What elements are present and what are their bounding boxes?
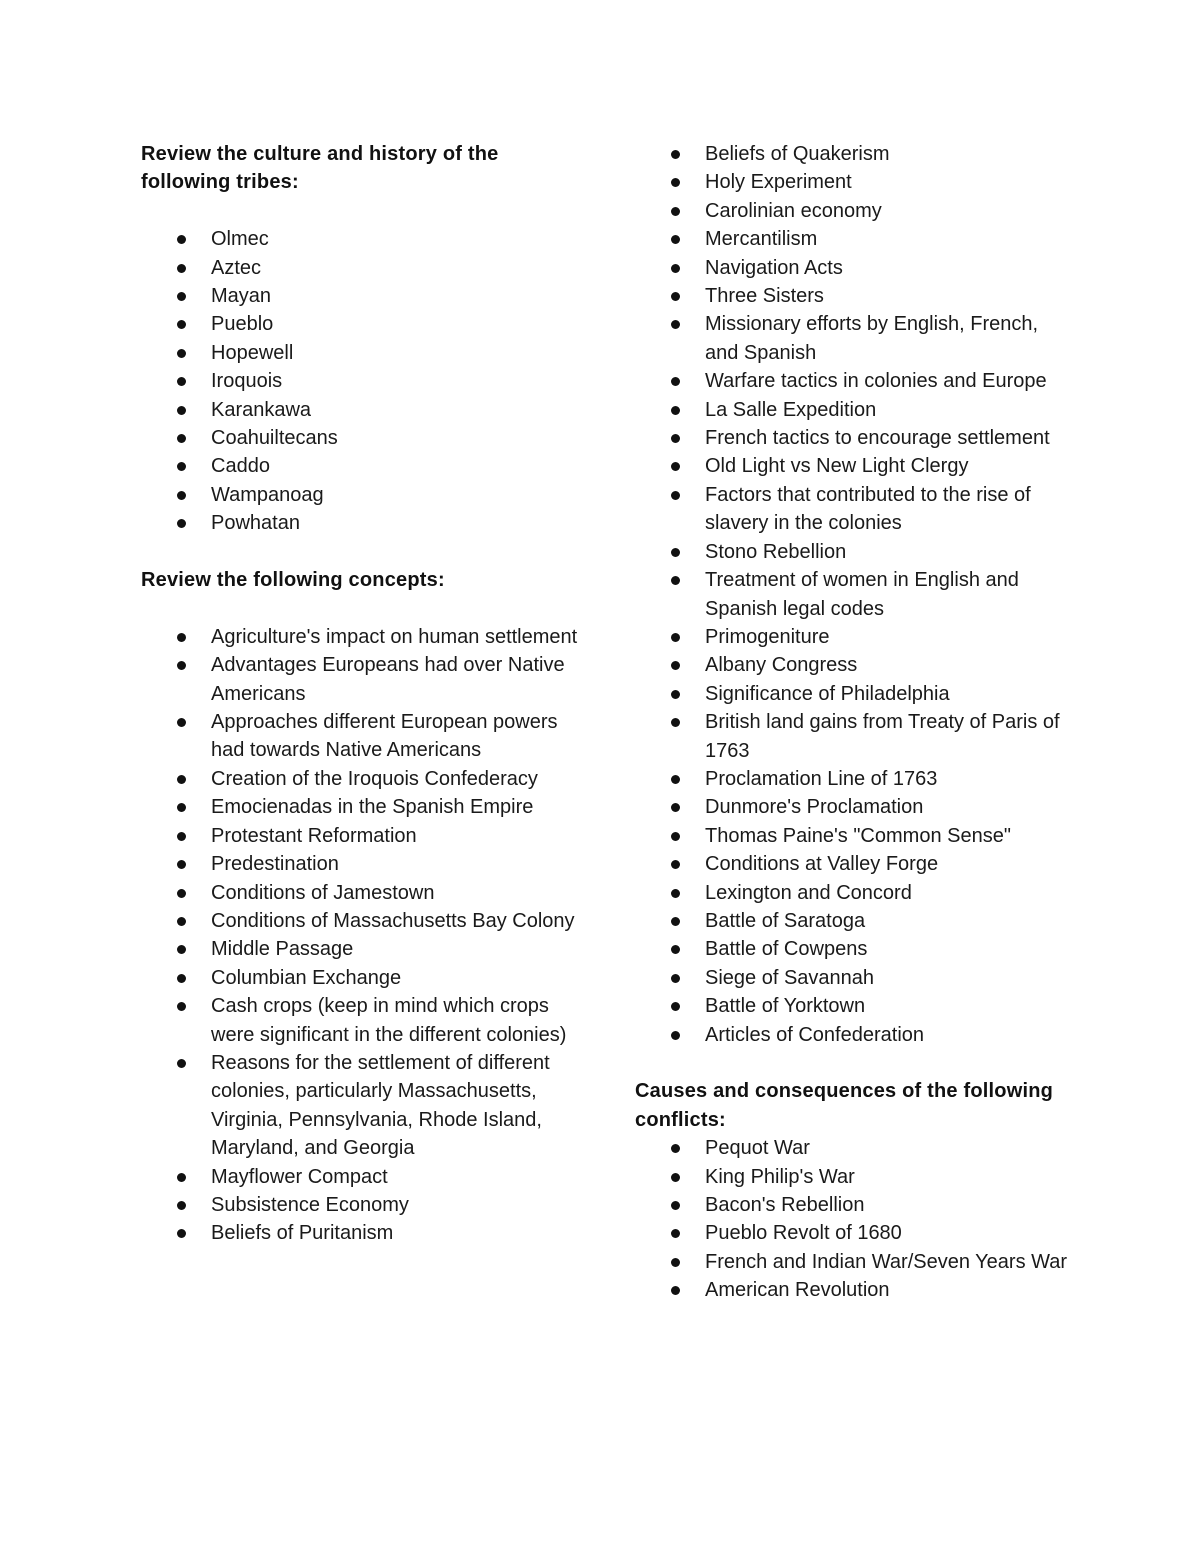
list-item-text: Proclamation Line of 1763: [705, 767, 938, 790]
list-item: [141, 1191, 581, 1219]
list-item: [141, 822, 581, 850]
list-item-text: Olmec: [211, 228, 269, 251]
list-item: [635, 850, 1075, 878]
bullet-icon: [671, 292, 680, 301]
list-item-text: Factors that contributed to the rise of slavery in the colonies: [705, 483, 1031, 535]
bullet-icon: [671, 576, 680, 585]
bullet-icon: [177, 434, 186, 443]
list-item-text: Powhatan: [211, 512, 300, 535]
bullet-icon: [177, 349, 186, 358]
list-item: [141, 339, 581, 367]
list-item: [635, 1276, 1075, 1304]
list-item: [141, 481, 581, 509]
list-item-text: Beliefs of Puritanism: [211, 1222, 394, 1245]
list-item: [141, 850, 581, 878]
bullet-icon: [671, 832, 680, 841]
list-item: [635, 708, 1075, 765]
list-item: [635, 481, 1075, 538]
bullet-icon: [177, 1002, 186, 1011]
list-item: [141, 907, 581, 935]
list-item-text: Conditions of Jamestown: [211, 881, 435, 904]
bullet-icon: [671, 491, 680, 500]
list-item-text: French tactics to encourage settlement: [705, 427, 1050, 450]
list-item-text: Articles of Confederation: [705, 1023, 925, 1046]
list-item: [141, 424, 581, 452]
list-item-text: Pueblo Revolt of 1680: [705, 1222, 902, 1245]
list-item: [141, 1163, 581, 1191]
list-item: [635, 396, 1075, 424]
bullet-icon: [671, 1031, 680, 1040]
list-item: [635, 793, 1075, 821]
list-item: [141, 396, 581, 424]
list-item-text: Karankawa: [211, 398, 312, 421]
list-item-text: Lexington and Concord: [705, 881, 912, 904]
bullet-icon: [671, 690, 680, 699]
bullet-icon: [177, 320, 186, 329]
bullet-icon: [671, 235, 680, 244]
conflicts-list: [635, 1134, 1075, 1304]
list-item-text: Siege of Savannah: [705, 966, 875, 989]
spacer: [141, 538, 581, 566]
list-item-text: Advantages Europeans had over Native Americans: [211, 654, 565, 705]
list-item: [635, 452, 1075, 480]
bullet-icon: [177, 633, 186, 642]
list-item: [635, 935, 1075, 963]
bullet-icon: [671, 718, 680, 727]
list-item-text: Warfare tactics in colonies and Europe: [705, 370, 1047, 393]
bullet-icon: [671, 661, 680, 670]
list-item-text: Mayflower Compact: [211, 1165, 388, 1188]
bullet-icon: [177, 718, 186, 727]
concepts-heading: Review the following concepts:: [141, 569, 445, 592]
list-item-text: Wampanoag: [211, 483, 324, 506]
bullet-icon: [671, 264, 680, 273]
list-item: [635, 907, 1075, 935]
bullet-icon: [177, 1229, 186, 1238]
list-item-text: Caddo: [211, 455, 270, 478]
list-item: [141, 452, 581, 480]
bullet-icon: [177, 974, 186, 983]
list-item: [141, 964, 581, 992]
right-column: [635, 140, 1075, 1305]
bullet-icon: [177, 803, 186, 812]
list-item: [141, 623, 581, 651]
bullet-icon: [671, 1201, 680, 1210]
list-item-text: Aztec: [211, 256, 262, 279]
bullet-icon: [177, 377, 186, 386]
list-item-text: French and Indian War/Seven Years War: [705, 1250, 1068, 1273]
list-item: [141, 225, 581, 253]
list-item: [635, 992, 1075, 1020]
list-item-text: Missionary efforts by English, French, and Spanish: [705, 313, 1039, 364]
list-item: [635, 1163, 1075, 1191]
list-item-text: Bacon's Rebellion: [705, 1194, 865, 1217]
list-item: [635, 1248, 1075, 1276]
bullet-icon: [177, 519, 186, 528]
list-item: [635, 310, 1075, 367]
list-item-text: Subsistence Economy: [211, 1193, 409, 1216]
list-item: [635, 140, 1075, 168]
list-item-text: Predestination: [211, 853, 339, 876]
bullet-icon: [671, 377, 680, 386]
list-item: [141, 310, 581, 338]
list-item-text: Holy Experiment: [705, 171, 852, 194]
bullet-icon: [177, 235, 186, 244]
list-item-text: Conditions of Massachusetts Bay Colony: [211, 909, 575, 932]
list-item: [635, 225, 1075, 253]
list-item: [635, 1021, 1075, 1049]
list-item-text: Mercantilism: [705, 228, 818, 251]
bullet-icon: [671, 1144, 680, 1153]
list-item: [635, 1134, 1075, 1162]
conflicts-heading: Causes and consequences of the following conflicts:: [635, 1080, 1054, 1131]
list-item: [635, 538, 1075, 566]
list-item-text: Approaches different European powers had towards Native Americans: [211, 711, 558, 762]
bullet-icon: [671, 548, 680, 557]
bullet-icon: [671, 1286, 680, 1295]
bullet-icon: [671, 945, 680, 954]
list-item: [635, 651, 1075, 679]
bullet-icon: [671, 1229, 680, 1238]
bullet-icon: [671, 803, 680, 812]
bullet-icon: [671, 1002, 680, 1011]
list-item: [141, 509, 581, 537]
list-item-text: King Philip's War: [705, 1165, 855, 1188]
bullet-icon: [671, 150, 680, 159]
list-item-text: Carolinian economy: [705, 199, 882, 222]
list-item-text: Thomas Paine's "Common Sense": [705, 824, 1011, 847]
list-item: [141, 282, 581, 310]
list-item: [141, 935, 581, 963]
bullet-icon: [671, 178, 680, 187]
bullet-icon: [671, 889, 680, 898]
list-item-text: Dunmore's Proclamation: [705, 796, 924, 819]
list-item-text: Cash crops (keep in mind which crops were significant in the different colonies): [211, 995, 567, 1046]
bullet-icon: [177, 832, 186, 841]
bullet-icon: [177, 917, 186, 926]
bullet-icon: [671, 1258, 680, 1267]
list-item: [635, 765, 1075, 793]
list-item-text: Conditions at Valley Forge: [705, 853, 939, 876]
list-item-text: Coahuiltecans: [211, 427, 338, 450]
list-item-text: Albany Congress: [705, 654, 858, 677]
list-item-text: Old Light vs New Light Clergy: [705, 455, 969, 478]
bullet-icon: [671, 462, 680, 471]
concepts-list: [141, 623, 581, 1248]
list-item: [141, 254, 581, 282]
list-item: [635, 254, 1075, 282]
bullet-icon: [671, 406, 680, 415]
list-item: [141, 367, 581, 395]
bullet-icon: [177, 292, 186, 301]
list-item: [635, 566, 1075, 623]
bullet-icon: [671, 860, 680, 869]
bullet-icon: [671, 917, 680, 926]
list-item: [635, 1219, 1075, 1247]
list-item-text: Stono Rebellion: [705, 540, 847, 563]
list-item: [635, 197, 1075, 225]
list-item: [635, 1191, 1075, 1219]
list-item-text: Navigation Acts: [705, 256, 843, 279]
left-column: [141, 140, 581, 1248]
list-item-text: American Revolution: [705, 1279, 890, 1302]
list-item-text: Hopewell: [211, 341, 294, 364]
list-item-text: Battle of Cowpens: [705, 938, 868, 961]
list-item: [635, 424, 1075, 452]
list-item: [141, 992, 581, 1049]
list-item: [635, 282, 1075, 310]
bullet-icon: [177, 775, 186, 784]
bullet-icon: [671, 1173, 680, 1182]
bullet-icon: [671, 320, 680, 329]
bullet-icon: [177, 860, 186, 869]
list-item-text: British land gains from Treaty of Paris of 1763: [705, 711, 1060, 762]
list-item: [635, 367, 1075, 395]
list-item-text: La Salle Expedition: [705, 398, 877, 421]
list-item: [635, 879, 1075, 907]
list-item: [141, 1219, 581, 1247]
list-item-text: Battle of Saratoga: [705, 909, 866, 932]
list-item-text: Agriculture's impact on human settlement: [211, 625, 578, 648]
bullet-icon: [671, 775, 680, 784]
bullet-icon: [177, 491, 186, 500]
list-item-text: Emocienadas in the Spanish Empire: [211, 796, 534, 819]
list-item-text: Significance of Philadelphia: [705, 682, 950, 705]
list-item: [635, 168, 1075, 196]
concepts-continued-list: [635, 140, 1075, 1049]
list-item-text: Battle of Yorktown: [705, 995, 866, 1018]
list-item: [635, 964, 1075, 992]
list-item: [141, 793, 581, 821]
list-item-text: Middle Passage: [211, 938, 354, 961]
bullet-icon: [177, 1201, 186, 1210]
list-item-text: Iroquois: [211, 370, 283, 393]
bullet-icon: [671, 434, 680, 443]
list-item-text: Pequot War: [705, 1137, 810, 1160]
list-item-text: Pueblo: [211, 313, 274, 336]
bullet-icon: [671, 633, 680, 642]
bullet-icon: [177, 661, 186, 670]
list-item-text: Beliefs of Quakerism: [705, 143, 890, 165]
list-item: [141, 879, 581, 907]
spacer: [141, 594, 581, 622]
list-item-text: Treatment of women in English and Spanish legal codes: [705, 569, 1019, 620]
list-item-text: Creation of the Iroquois Confederacy: [211, 767, 538, 790]
list-item-text: Mayan: [211, 285, 272, 308]
tribes-heading: Review the culture and history of the following tribes:: [141, 143, 499, 194]
bullet-icon: [177, 406, 186, 415]
list-item: [141, 651, 581, 708]
list-item: [635, 623, 1075, 651]
bullet-icon: [177, 1173, 186, 1182]
bullet-icon: [177, 889, 186, 898]
spacer: [141, 197, 581, 225]
list-item-text: Reasons for the settlement of different colonies, particularly Massachusetts, Virginia, Pennsylvania, Rhode Island, Maryland, and Georgia: [211, 1051, 550, 1160]
list-item: [141, 765, 581, 793]
bullet-icon: [177, 945, 186, 954]
list-item-text: Three Sisters: [705, 285, 824, 308]
bullet-icon: [177, 462, 186, 471]
list-item: [141, 1049, 581, 1163]
bullet-icon: [177, 1059, 186, 1068]
bullet-icon: [671, 207, 680, 216]
tribes-list: [141, 225, 581, 537]
bullet-icon: [177, 264, 186, 273]
list-item: [635, 680, 1075, 708]
bullet-icon: [671, 974, 680, 983]
list-item-text: Primogeniture: [705, 625, 830, 648]
list-item-text: Columbian Exchange: [211, 966, 402, 989]
list-item-text: Protestant Reformation: [211, 824, 417, 847]
spacer: [635, 1049, 1075, 1077]
list-item: [141, 708, 581, 765]
list-item: [635, 822, 1075, 850]
